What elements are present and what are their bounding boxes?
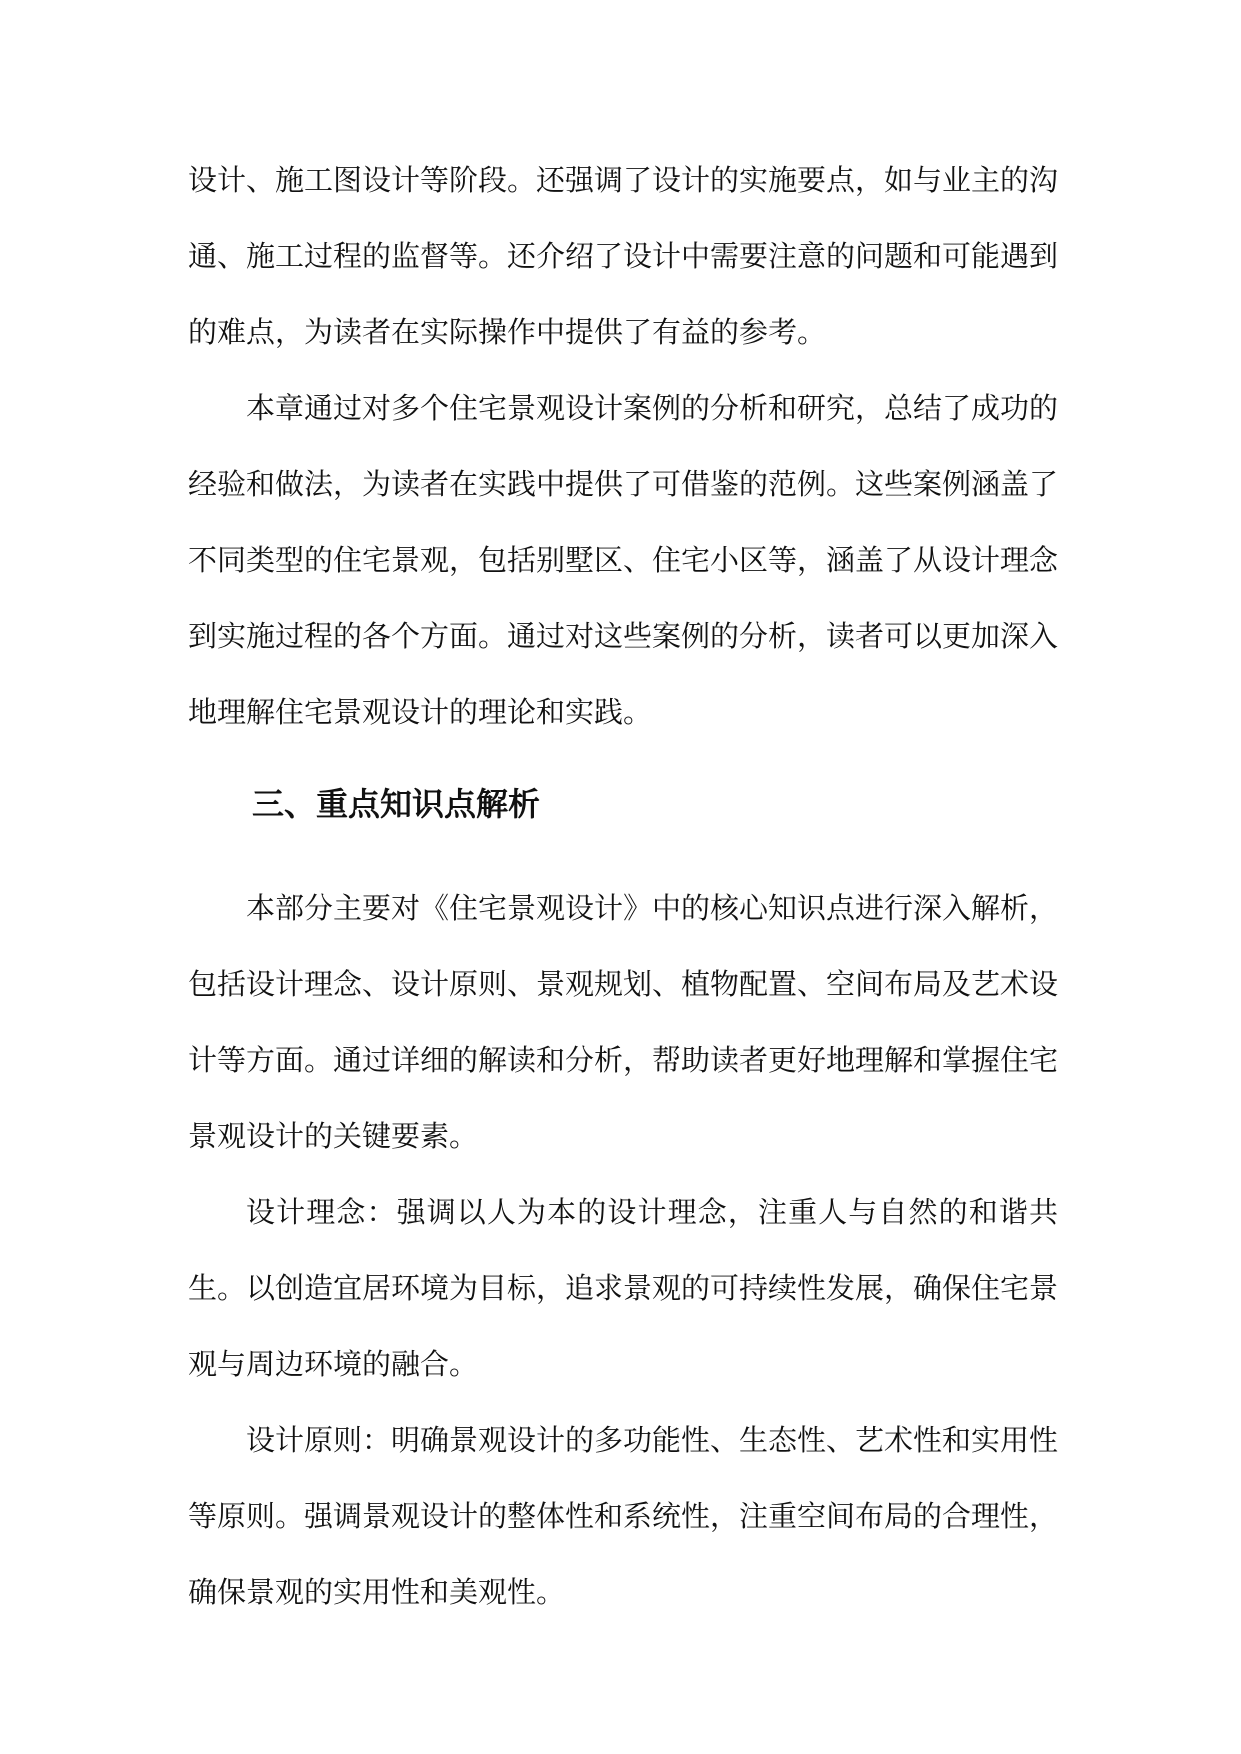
paragraph-section-intro: 本部分主要对《住宅景观设计》中的核心知识点进行深入解析，包括设计理念、设计原则、景观规划、植物配置、空间布局及艺术设计等方面。通过详细的解读和分析，帮助读者更好地理解和掌握住宅景观设计的关键要素。 — [188, 891, 1059, 1153]
paragraph-design-principles: 设计原则：明确景观设计的多功能性、生态性、艺术性和实用性等原则。强调景观设计的整体性和系统性，注重空间布局的合理性，确保景观的实用性和美观性。 — [188, 1423, 1059, 1609]
page-body-bottom — [188, 870, 1058, 1630]
paragraph-continuation: 设计、施工图设计等阶段。还强调了设计的实施要点，如与业主的沟通、施工过程的监督等。还介绍了设计中需要注意的问题和可能遇到的难点，为读者在实际操作中提供了有益的参考。 — [188, 163, 1059, 349]
page-body-top — [188, 142, 1058, 750]
section-heading: 三、重点知识点解析 — [252, 785, 541, 823]
paragraph-case-study-summary: 本章通过对多个住宅景观设计案例的分析和研究，总结了成功的经验和做法，为读者在实践中提供了可借鉴的范例。这些案例涵盖了不同类型的住宅景观，包括别墅区、住宅小区等，涵盖了从设计理念到实施过程的各个方面。通过对这些案例的分析，读者可以更加深入地理解住宅景观设计的理论和实践。 — [188, 391, 1059, 729]
paragraph-design-concept: 设计理念：强调以人为本的设计理念，注重人与自然的和谐共生。以创造宜居环境为目标，追求景观的可持续性发展，确保住宅景观与周边环境的融合。 — [188, 1195, 1059, 1381]
